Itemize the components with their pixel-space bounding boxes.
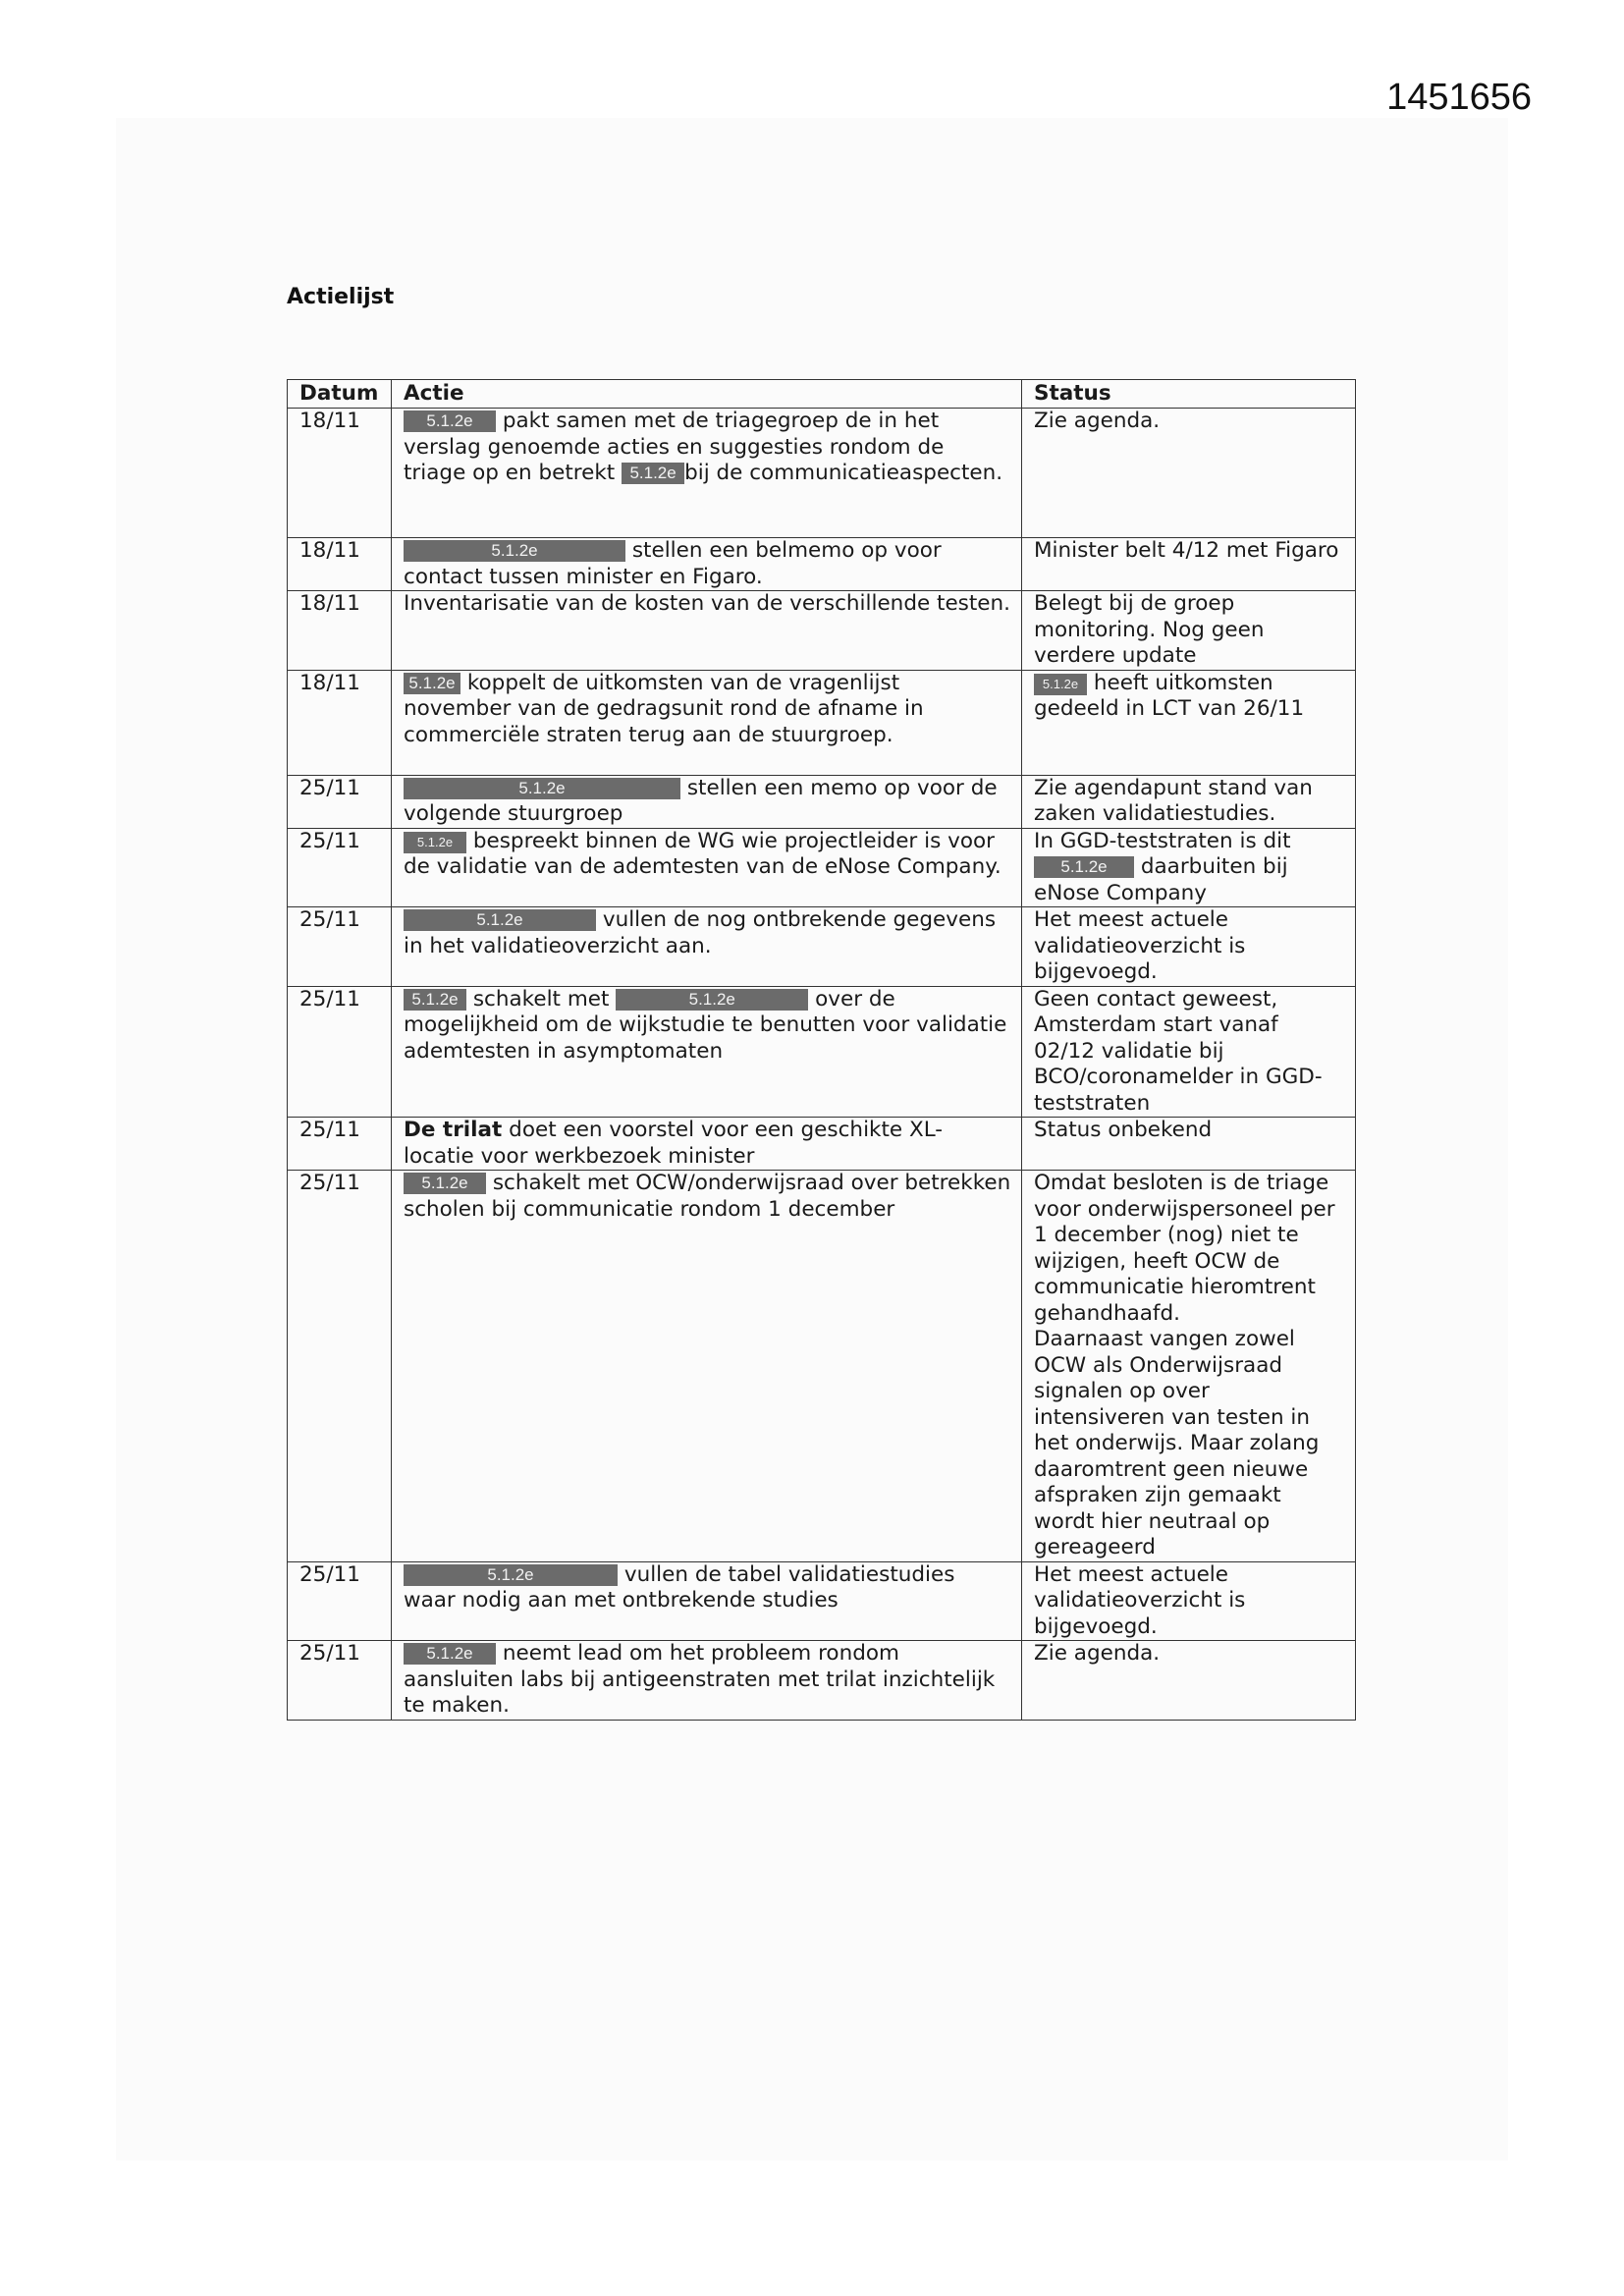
status-text: heeft uitkomsten gedeeld in LCT van 26/11 bbox=[1034, 670, 1305, 721]
status-text: In GGD-teststraten is dit bbox=[1034, 828, 1291, 853]
status-cell: Zie agendapunt stand van zaken validatiestudies. bbox=[1022, 775, 1356, 828]
document-id-number: 1451656 bbox=[1386, 77, 1532, 118]
table-row bbox=[288, 538, 1356, 591]
status-cell: Het meest actuele validatieoverzicht is bijgevoegd. bbox=[1022, 1561, 1356, 1641]
table-row bbox=[288, 1118, 1356, 1171]
action-text-bold: De trilat bbox=[404, 1118, 503, 1142]
action-text: pakt samen met de triagegroep de in het verslag genoemde acties en suggesties rondom de triage op en betrekt bbox=[404, 409, 945, 485]
action-list-table bbox=[287, 379, 1356, 1721]
redaction-box: 5.1.2e bbox=[404, 989, 466, 1011]
redaction-box: 5.1.2e bbox=[1034, 856, 1134, 878]
action-cell bbox=[392, 1641, 1022, 1721]
table-row bbox=[288, 907, 1356, 987]
action-cell bbox=[392, 1171, 1022, 1562]
date-cell: 25/11 bbox=[288, 1171, 392, 1562]
date-cell: 18/11 bbox=[288, 409, 392, 538]
action-cell bbox=[392, 1118, 1022, 1171]
status-cell: Het meest actuele validatieoverzicht is bijgevoegd. bbox=[1022, 907, 1356, 987]
status-cell: Minister belt 4/12 met Figaro bbox=[1022, 538, 1356, 591]
table-row bbox=[288, 591, 1356, 671]
page-title: Actielijst bbox=[287, 285, 395, 309]
date-cell: 18/11 bbox=[288, 670, 392, 775]
date-cell: 25/11 bbox=[288, 986, 392, 1118]
redaction-box: 5.1.2e bbox=[1034, 674, 1087, 695]
action-cell bbox=[392, 1561, 1022, 1641]
status-cell bbox=[1022, 1171, 1356, 1562]
table-row bbox=[288, 1641, 1356, 1721]
redaction-box: 5.1.2e bbox=[622, 463, 684, 484]
action-cell: Inventarisatie van de kosten van de verschillende testen. bbox=[392, 591, 1022, 671]
status-paragraph: Daarnaast vangen zowel OCW als Onderwijsraad signalen op over intensiveren van testen in het onderwijs. Maar zolang daaromtrent geen nieuwe afspraken zijn gemaakt wordt hier neutraal op gereageerd bbox=[1034, 1327, 1320, 1559]
status-cell: Status onbekend bbox=[1022, 1118, 1356, 1171]
action-cell bbox=[392, 409, 1022, 538]
date-cell: 25/11 bbox=[288, 1118, 392, 1171]
action-cell bbox=[392, 907, 1022, 987]
status-cell: Geen contact geweest, Amsterdam start vanaf 02/12 validatie bij BCO/coronamelder in GGD-teststraten bbox=[1022, 986, 1356, 1118]
table-row bbox=[288, 828, 1356, 907]
action-text: doet een voorstel voor een geschikte XL-locatie voor werkbezoek minister bbox=[404, 1118, 944, 1169]
redaction-box: 5.1.2e bbox=[404, 1564, 618, 1586]
status-cell bbox=[1022, 828, 1356, 907]
table-row bbox=[288, 775, 1356, 828]
date-cell: 18/11 bbox=[288, 591, 392, 671]
action-text: stellen een memo op voor de volgende stuurgroep bbox=[404, 775, 998, 826]
date-cell: 25/11 bbox=[288, 1641, 392, 1721]
column-header-datum: Datum bbox=[288, 380, 392, 409]
action-text: schakelt met OCW/onderwijsraad over betrekken scholen bij communicatie rondom 1 december bbox=[404, 1171, 1011, 1222]
date-cell: 25/11 bbox=[288, 1561, 392, 1641]
redaction-box: 5.1.2e bbox=[404, 410, 496, 432]
status-cell: Zie agenda. bbox=[1022, 409, 1356, 538]
action-text: bespreekt binnen de WG wie projectleider is voor de validatie van de ademtesten van de eNose Company. bbox=[404, 828, 1001, 879]
table-row bbox=[288, 670, 1356, 775]
redaction-box: 5.1.2e bbox=[404, 540, 625, 562]
action-text-continued: bij de communicatieaspecten. bbox=[684, 461, 1003, 485]
table-row bbox=[288, 1561, 1356, 1641]
status-text-continued: daarbuiten bij eNose Company bbox=[1034, 854, 1288, 905]
column-header-actie: Actie bbox=[392, 380, 1022, 409]
action-text: vullen de tabel validatiestudies waar nodig aan met ontbrekende studies bbox=[404, 1561, 955, 1613]
status-cell: Belegt bij de groep monitoring. Nog geen verdere update bbox=[1022, 591, 1356, 671]
table-row bbox=[288, 986, 1356, 1118]
table-row bbox=[288, 409, 1356, 538]
action-cell bbox=[392, 670, 1022, 775]
column-header-status: Status bbox=[1022, 380, 1356, 409]
action-text: schakelt met bbox=[472, 986, 610, 1011]
action-cell bbox=[392, 538, 1022, 591]
table-header-row bbox=[288, 380, 1356, 409]
action-text: neemt lead om het probleem rondom aansluiten labs bij antigeenstraten met trilat inzichtelijk te maken. bbox=[404, 1641, 996, 1718]
action-cell bbox=[392, 986, 1022, 1118]
date-cell: 18/11 bbox=[288, 538, 392, 591]
redaction-box: 5.1.2e bbox=[404, 1173, 486, 1194]
date-cell: 25/11 bbox=[288, 775, 392, 828]
action-cell bbox=[392, 775, 1022, 828]
redaction-box: 5.1.2e bbox=[404, 1643, 496, 1665]
redaction-box: 5.1.2e bbox=[404, 909, 596, 931]
redaction-box: 5.1.2e bbox=[404, 673, 460, 694]
table-row bbox=[288, 1171, 1356, 1562]
status-paragraph: Omdat besloten is de triage voor onderwijspersoneel per 1 december (nog) niet te wijzigen, heeft OCW de communicatie hieromtrent gehandhaafd. bbox=[1034, 1171, 1335, 1326]
redaction-box: 5.1.2e bbox=[404, 778, 680, 799]
action-text: vullen de nog ontbrekende gegevens in het validatieoverzicht aan. bbox=[404, 907, 997, 958]
date-cell: 25/11 bbox=[288, 828, 392, 907]
action-text: koppelt de uitkomsten van de vragenlijst november van de gedragsunit rond de afname in commerciële straten terug aan de stuurgroep. bbox=[404, 670, 924, 747]
status-cell: Zie agenda. bbox=[1022, 1641, 1356, 1721]
action-text: stellen een belmemo op voor contact tussen minister en Figaro. bbox=[404, 538, 942, 589]
date-cell: 25/11 bbox=[288, 907, 392, 987]
redaction-box: 5.1.2e bbox=[616, 989, 808, 1011]
redaction-box: 5.1.2e bbox=[404, 832, 466, 853]
status-cell bbox=[1022, 670, 1356, 775]
action-cell bbox=[392, 828, 1022, 907]
action-text-continued: over de mogelijkheid om de wijkstudie te benutten voor validatie ademtesten in asymptomaten bbox=[404, 986, 1007, 1064]
